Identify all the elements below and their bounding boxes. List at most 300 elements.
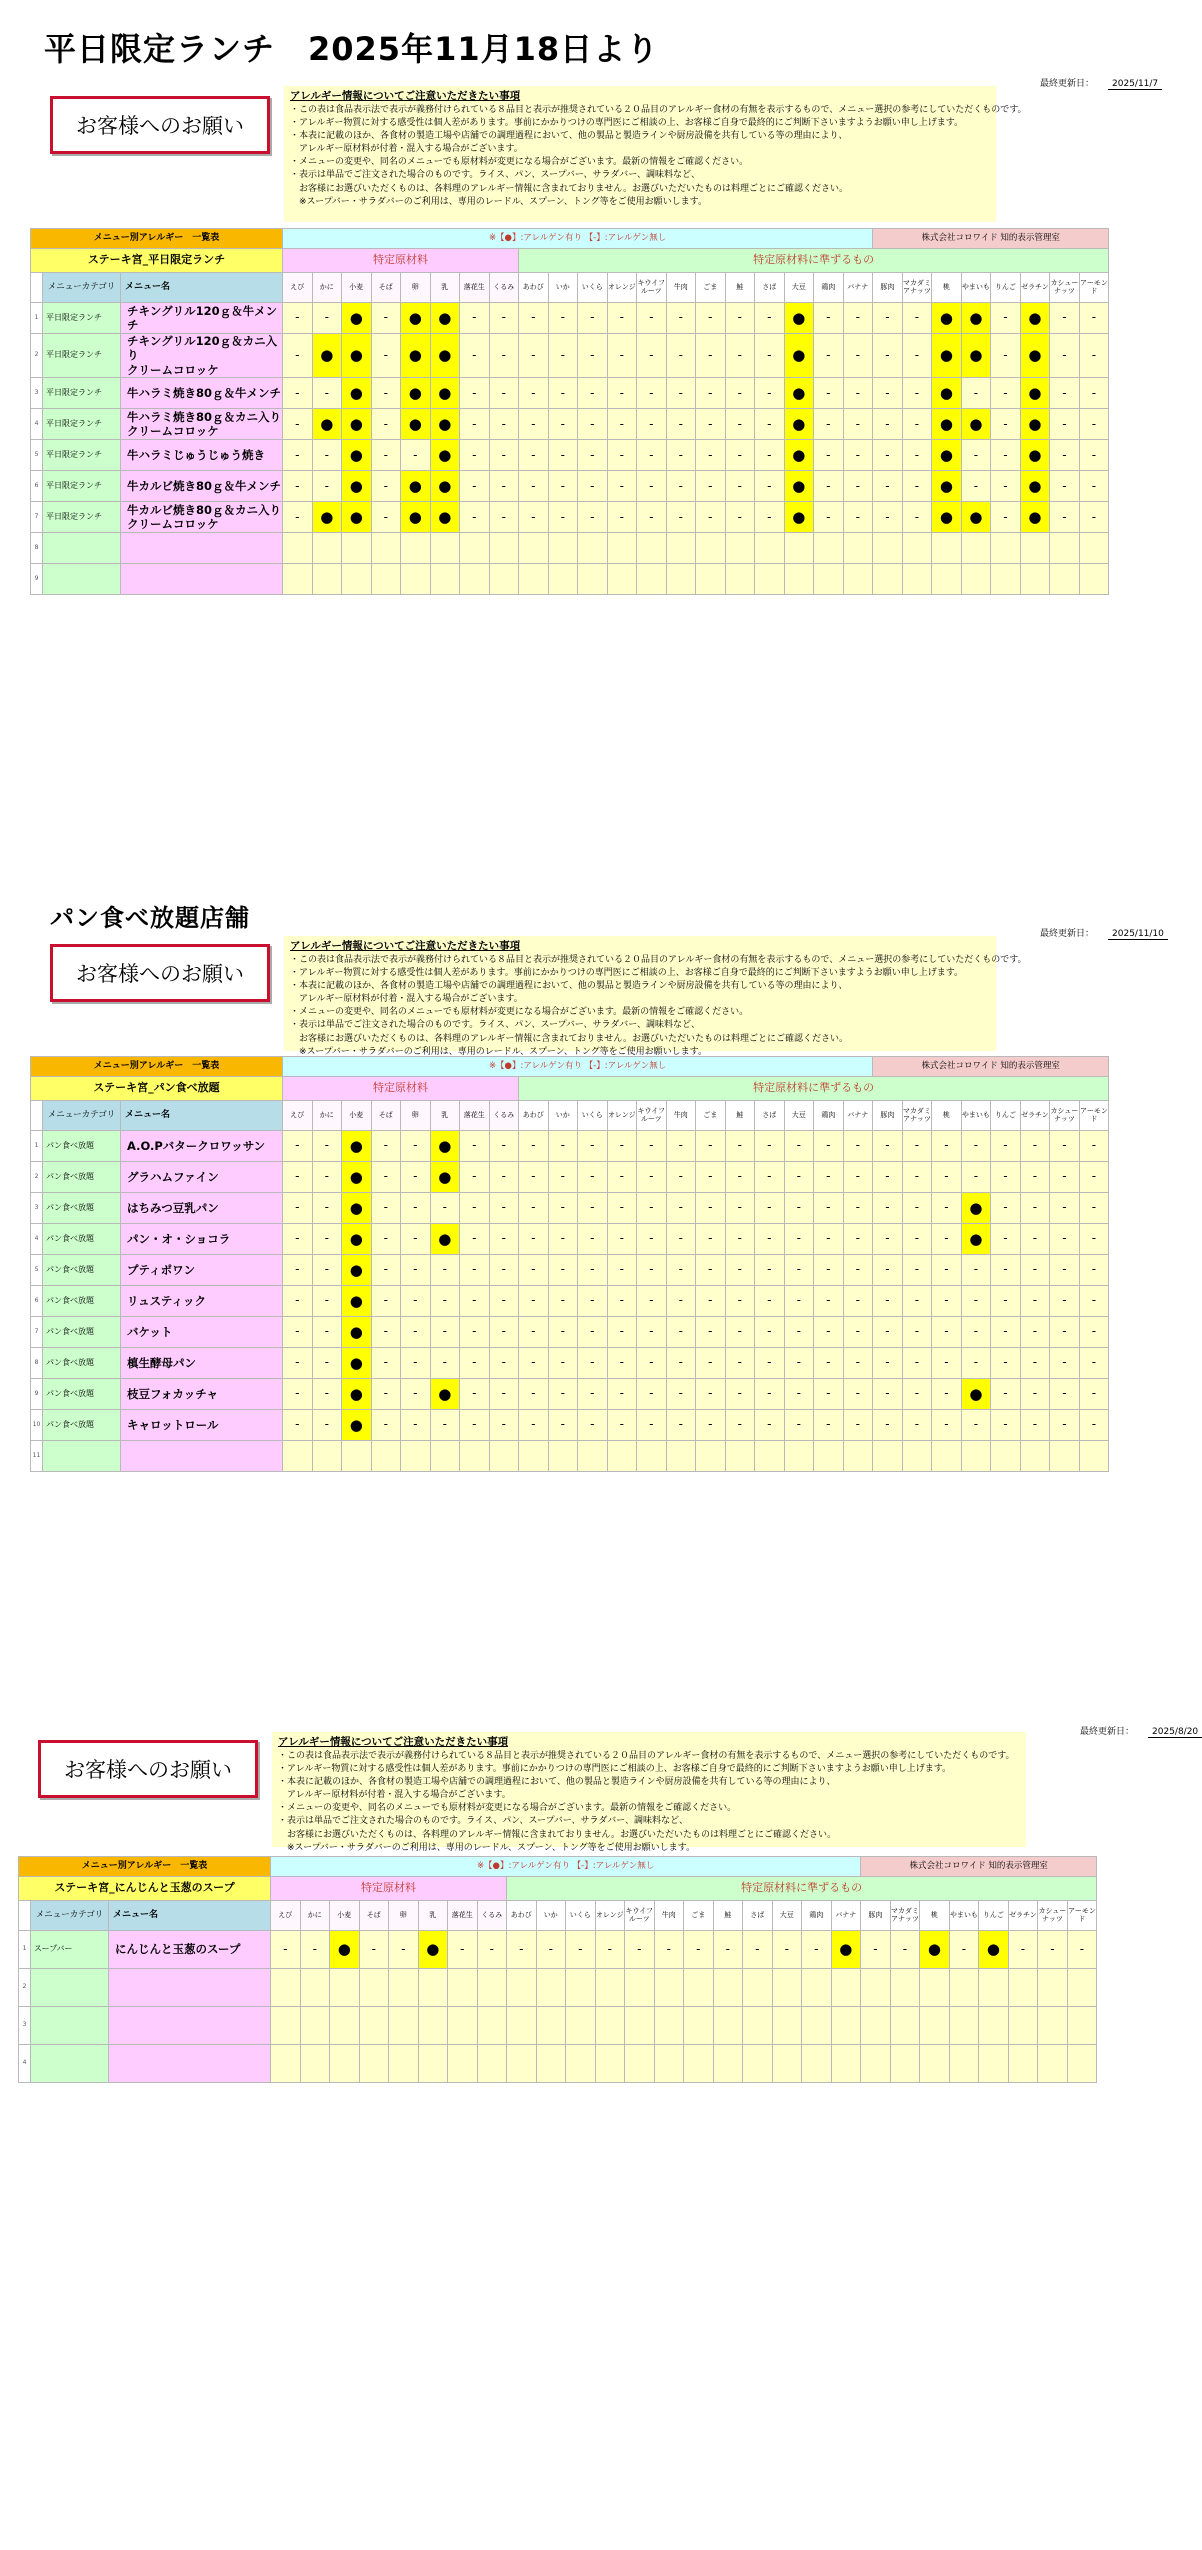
allergen-cell: -: [283, 1410, 313, 1441]
company-name: 株式会社コロワイド 知的表示管理室: [861, 1857, 1097, 1877]
allergen-cell: -: [814, 1193, 844, 1224]
allergen-cell: [637, 533, 667, 564]
allergen-cell: -: [902, 1317, 932, 1348]
allergen-cell: [342, 1441, 372, 1472]
allergen-cell: -: [607, 1379, 637, 1410]
allergen-cell: -: [843, 1162, 873, 1193]
allergen-cell: [772, 2007, 802, 2045]
row-number: 3: [31, 378, 43, 409]
allergen-cell: -: [873, 303, 903, 334]
menu-name: チキングリル120ｇ＆牛メンチ: [121, 303, 283, 334]
allergen-cell: [713, 2007, 743, 2045]
allergen-cell: -: [814, 409, 844, 440]
notice-line: お客様にお選びいただくものは、各料理のアレルギー情報に含まれておりません。お選びいただいたものは料理ごとにご確認ください。: [290, 183, 848, 194]
allergen-cell: -: [312, 1348, 342, 1379]
allergen-cell: -: [401, 1317, 431, 1348]
allergen-cell: -: [548, 1224, 578, 1255]
menu-group: ステーキ宮_にんじんと玉葱のスープ: [19, 1877, 271, 1901]
allergen-cell: -: [814, 303, 844, 334]
allergen-cell: -: [814, 1410, 844, 1441]
allergen-cell: [625, 2045, 655, 2083]
allergen-cell: -: [430, 1410, 460, 1441]
allergen-cell: -: [932, 1348, 962, 1379]
allergen-header: ゼラチン: [1008, 1901, 1038, 1931]
row-number-header: [19, 1901, 31, 1931]
allergen-cell: -: [460, 471, 490, 502]
allergen-cell: -: [548, 440, 578, 471]
allergen-cell: -: [784, 1131, 814, 1162]
allergen-cell: -: [814, 334, 844, 378]
allergen-cell: -: [843, 1379, 873, 1410]
allergen-cell: -: [283, 1255, 313, 1286]
allergen-cell: -: [932, 1255, 962, 1286]
allergy-notice: [272, 1732, 1026, 1853]
allergen-cell: [784, 564, 814, 595]
row-number: 4: [31, 1224, 43, 1255]
notice-line: ※スープバー・サラダバーのご利用は、専用のレードル、スプーン、トング等をご使用お願いします。: [278, 1842, 695, 1853]
allergen-cell: -: [1079, 303, 1109, 334]
allergen-cell: -: [814, 1317, 844, 1348]
allergen-cell: -: [932, 1317, 962, 1348]
allergen-cell: ●: [932, 502, 962, 533]
allergen-header: やまいも: [949, 1901, 979, 1931]
allergen-cell: -: [961, 378, 991, 409]
row-number-header: [31, 1101, 43, 1131]
allergen-cell: -: [489, 1410, 519, 1441]
allergen-cell: [666, 1441, 696, 1472]
allergen-cell: -: [1020, 1255, 1050, 1286]
allergen-cell: -: [401, 1224, 431, 1255]
allergen-cell: ●: [401, 334, 431, 378]
allergen-cell: -: [607, 334, 637, 378]
allergen-header: 大豆: [784, 273, 814, 303]
allergen-cell: -: [1079, 1193, 1109, 1224]
allergen-cell: -: [1079, 1131, 1109, 1162]
allergen-cell: -: [1050, 1317, 1080, 1348]
table-row: [31, 409, 1109, 440]
allergen-cell: -: [843, 1286, 873, 1317]
allergen-cell: -: [519, 1286, 549, 1317]
allergen-header: さば: [755, 273, 785, 303]
allergen-cell: -: [430, 1317, 460, 1348]
notice-line: ・表示は単品でご注文された場合のものです。ライス、パン、スープバー、サラダバー、調味料など、: [290, 1020, 700, 1031]
allergen-cell: -: [814, 440, 844, 471]
row-number: 9: [31, 1379, 43, 1410]
allergen-cell: -: [1050, 471, 1080, 502]
table-row: [19, 2007, 1097, 2045]
row-number: 9: [31, 564, 43, 595]
allergen-cell: -: [460, 1410, 490, 1441]
allergen-cell: -: [1050, 334, 1080, 378]
allergen-cell: -: [548, 471, 578, 502]
allergen-cell: [743, 1969, 773, 2007]
allergen-cell: -: [312, 303, 342, 334]
allergen-cell: -: [430, 1286, 460, 1317]
allergen-cell: ●: [418, 1931, 448, 1969]
menu-category: 平日限定ランチ: [43, 471, 121, 502]
row-number: 3: [31, 1193, 43, 1224]
menu-name: 牛カルビ焼き80ｇ＆牛メンチ: [121, 471, 283, 502]
allergen-cell: ●: [342, 440, 372, 471]
allergen-cell: -: [755, 409, 785, 440]
allergen-cell: [607, 533, 637, 564]
allergen-cell: [902, 533, 932, 564]
allergen-cell: -: [401, 1286, 431, 1317]
allergen-cell: -: [696, 502, 726, 533]
allergen-header: 卵: [389, 1901, 419, 1931]
allergen-cell: -: [949, 1931, 979, 1969]
allergen-cell: -: [991, 1286, 1021, 1317]
allergen-cell: -: [637, 1317, 667, 1348]
allergen-cell: -: [843, 1317, 873, 1348]
allergen-cell: -: [548, 303, 578, 334]
allergen-cell: ●: [784, 409, 814, 440]
allergen-cell: [696, 1441, 726, 1472]
allergen-header: いくら: [578, 1101, 608, 1131]
allergen-cell: [312, 564, 342, 595]
allergen-header: くるみ: [489, 273, 519, 303]
allergen-cell: -: [578, 1317, 608, 1348]
allergen-cell: [932, 564, 962, 595]
legend: ※【●】:アレルゲン有り 【-】:アレルゲン無し: [283, 229, 873, 249]
menu-category: 平日限定ランチ: [43, 409, 121, 440]
notice-heading: アレルギー情報についてご注意いただきたい事項: [290, 940, 521, 952]
allergen-cell: -: [578, 471, 608, 502]
allergen-cell: -: [902, 1410, 932, 1441]
allergen-cell: -: [371, 471, 401, 502]
col-menu-header: メニュー名: [109, 1901, 271, 1931]
allergen-header: やまいも: [961, 1101, 991, 1131]
allergen-cell: -: [861, 1931, 891, 1969]
allergen-cell: -: [519, 1410, 549, 1441]
allergen-header: 落花生: [460, 1101, 490, 1131]
allergen-cell: -: [489, 471, 519, 502]
allergen-cell: -: [519, 409, 549, 440]
row-number: 7: [31, 1317, 43, 1348]
allergen-header: マカダミアナッツ: [902, 273, 932, 303]
allergen-cell: -: [755, 1162, 785, 1193]
allergen-cell: -: [991, 409, 1021, 440]
allergen-header: ゼラチン: [1020, 273, 1050, 303]
allergen-cell: -: [961, 1348, 991, 1379]
allergen-cell: -: [902, 1348, 932, 1379]
allergen-section: [0, 0, 1200, 860]
table-row: [31, 1441, 1109, 1472]
allergen-header: えび: [283, 1101, 313, 1131]
allergen-cell: -: [843, 1224, 873, 1255]
allergy-notice: [284, 86, 1027, 222]
allergen-cell: ●: [342, 502, 372, 533]
allergen-cell: -: [873, 440, 903, 471]
allergen-cell: [536, 2007, 566, 2045]
table-row: [31, 1255, 1109, 1286]
allergen-cell: -: [755, 1131, 785, 1162]
allergen-cell: -: [1020, 1348, 1050, 1379]
allergen-cell: [507, 2007, 537, 2045]
notice-line: ・表示は単品でご注文された場合のものです。ライス、パン、スープバー、サラダバー、調味料など、: [290, 170, 700, 181]
allergen-cell: -: [814, 1162, 844, 1193]
allergen-cell: -: [578, 1224, 608, 1255]
menu-category: パン食べ放題: [43, 1317, 121, 1348]
table-row: [31, 1410, 1109, 1441]
allergen-cell: ●: [342, 1348, 372, 1379]
allergen-header: 卵: [401, 273, 431, 303]
allergen-header: 牛肉: [654, 1901, 684, 1931]
allergen-cell: -: [519, 471, 549, 502]
allergen-cell: [401, 1441, 431, 1472]
notice-line: ・本表に記載のほか、各食材の製造工場や店舗での調理過程において、他の製品と製造ラインや厨房設備を共有している等の理由により、: [290, 981, 848, 992]
allergen-cell: -: [1079, 409, 1109, 440]
allergen-cell: [460, 1441, 490, 1472]
allergen-header: バナナ: [831, 1901, 861, 1931]
allergen-cell: -: [725, 1162, 755, 1193]
allergen-cell: ●: [979, 1931, 1009, 1969]
allergen-cell: -: [666, 502, 696, 533]
allergen-cell: [814, 1441, 844, 1472]
menu-category: スープバー: [31, 1931, 109, 1969]
allergen-cell: [873, 533, 903, 564]
allergen-cell: -: [312, 471, 342, 502]
row-number: 8: [31, 533, 43, 564]
allergen-cell: -: [578, 334, 608, 378]
allergen-cell: -: [1050, 1224, 1080, 1255]
allergen-header: やまいも: [961, 273, 991, 303]
allergen-header: りんご: [991, 1101, 1021, 1131]
allergen-cell: -: [991, 334, 1021, 378]
allergen-cell: [920, 2045, 950, 2083]
allergen-cell: [595, 2007, 625, 2045]
allergen-header: キウイフルーツ: [637, 1101, 667, 1131]
allergen-cell: -: [991, 440, 1021, 471]
allergen-header: オレンジ: [607, 1101, 637, 1131]
allergen-cell: -: [784, 1410, 814, 1441]
allergen-cell: -: [873, 502, 903, 533]
menu-category: [31, 1969, 109, 2007]
allergen-cell: -: [519, 1224, 549, 1255]
allergen-cell: -: [666, 1193, 696, 1224]
group-recommended: 特定原材料に準ずるもの: [507, 1877, 1097, 1901]
customer-request-box: お客様へのお願い: [50, 96, 270, 154]
allergen-cell: -: [548, 1193, 578, 1224]
allergen-cell: -: [991, 471, 1021, 502]
allergen-header: えび: [283, 273, 313, 303]
allergen-cell: -: [991, 1379, 1021, 1410]
allergen-cell: -: [784, 1379, 814, 1410]
allergen-cell: [831, 2007, 861, 2045]
allergen-cell: [1008, 2045, 1038, 2083]
allergen-header: 桃: [920, 1901, 950, 1931]
legend: ※【●】:アレルゲン有り 【-】:アレルゲン無し: [271, 1857, 861, 1877]
allergen-cell: -: [637, 502, 667, 533]
allergen-cell: -: [1050, 378, 1080, 409]
allergen-cell: [1067, 2007, 1097, 2045]
allergen-cell: -: [725, 409, 755, 440]
allergen-cell: ●: [342, 1162, 372, 1193]
allergen-header: 鶏肉: [802, 1901, 832, 1931]
allergen-cell: [920, 2007, 950, 2045]
allergen-cell: -: [489, 1224, 519, 1255]
allergen-header: 落花生: [448, 1901, 478, 1931]
allergen-cell: -: [843, 1348, 873, 1379]
menu-name: 枝豆フォカッチャ: [121, 1379, 283, 1410]
table-row: [31, 1224, 1109, 1255]
allergen-cell: -: [666, 1348, 696, 1379]
allergen-cell: -: [312, 1224, 342, 1255]
allergen-cell: -: [843, 378, 873, 409]
allergen-header: 鶏肉: [814, 1101, 844, 1131]
table-row: [31, 1379, 1109, 1410]
allergen-cell: -: [725, 1379, 755, 1410]
allergen-cell: -: [666, 1224, 696, 1255]
allergen-cell: [418, 2007, 448, 2045]
table-row: [31, 1193, 1109, 1224]
allergen-cell: -: [725, 1286, 755, 1317]
allergen-cell: -: [637, 378, 667, 409]
allergen-cell: [330, 2045, 360, 2083]
allergen-cell: [359, 2045, 389, 2083]
allergen-header: そば: [371, 1101, 401, 1131]
allergen-cell: [772, 1969, 802, 2007]
notice-line: ・本表に記載のほか、各食材の製造工場や店舗での調理過程において、他の製品と製造ラインや厨房設備を共有している等の理由により、: [290, 131, 848, 142]
table-row: [31, 1131, 1109, 1162]
allergen-cell: [519, 564, 549, 595]
allergen-cell: -: [696, 440, 726, 471]
allergen-cell: ●: [342, 1286, 372, 1317]
allergen-cell: -: [371, 1224, 401, 1255]
allergen-cell: -: [1079, 1224, 1109, 1255]
allergen-cell: -: [725, 502, 755, 533]
allergen-cell: -: [1050, 440, 1080, 471]
allergen-cell: [389, 1969, 419, 2007]
allergen-cell: -: [784, 1348, 814, 1379]
allergen-cell: -: [371, 1410, 401, 1441]
allergen-cell: -: [489, 334, 519, 378]
menu-category: パン食べ放題: [43, 1162, 121, 1193]
menu-category: パン食べ放題: [43, 1286, 121, 1317]
allergen-cell: -: [401, 1193, 431, 1224]
allergen-cell: -: [460, 1348, 490, 1379]
allergen-cell: -: [932, 1379, 962, 1410]
menu-category: [43, 1441, 121, 1472]
allergen-cell: -: [460, 440, 490, 471]
allergen-header: 牛肉: [666, 1101, 696, 1131]
allergen-header: りんご: [991, 273, 1021, 303]
allergen-cell: -: [991, 1317, 1021, 1348]
allergen-cell: ●: [401, 502, 431, 533]
notice-heading: アレルギー情報についてご注意いただきたい事項: [278, 1736, 509, 1748]
allergen-cell: -: [991, 1410, 1021, 1441]
allergen-cell: -: [371, 440, 401, 471]
allergen-cell: -: [873, 1317, 903, 1348]
allergen-cell: -: [755, 378, 785, 409]
allergen-cell: -: [637, 1286, 667, 1317]
allergen-cell: -: [1038, 1931, 1068, 1969]
allergen-cell: [401, 564, 431, 595]
last-updated-label: 最終更新日：: [1040, 929, 1095, 939]
allergen-cell: -: [389, 1931, 419, 1969]
allergen-header: 鮭: [713, 1901, 743, 1931]
allergen-cell: -: [312, 1286, 342, 1317]
allergen-cell: -: [283, 1317, 313, 1348]
allergen-cell: -: [843, 502, 873, 533]
allergen-cell: -: [696, 409, 726, 440]
allergen-cell: [961, 564, 991, 595]
allergen-header: 豚肉: [861, 1901, 891, 1931]
allergen-cell: [371, 533, 401, 564]
notice-line: アレルギー原材料が付着・混入する場合がございます。: [290, 144, 523, 155]
allergen-cell: -: [814, 1255, 844, 1286]
allergen-cell: ●: [430, 303, 460, 334]
allergen-cell: [949, 1969, 979, 2007]
allergen-cell: -: [578, 303, 608, 334]
allergen-cell: ●: [342, 1379, 372, 1410]
allergen-cell: [1050, 1441, 1080, 1472]
allergen-cell: -: [283, 1224, 313, 1255]
allergen-cell: ●: [401, 378, 431, 409]
last-updated-date: 2025/8/20: [1148, 1727, 1202, 1738]
allergen-header: さば: [743, 1901, 773, 1931]
menu-category: 平日限定ランチ: [43, 502, 121, 533]
allergen-cell: [312, 1441, 342, 1472]
allergen-cell: [1067, 2045, 1097, 2083]
allergen-cell: -: [991, 1255, 1021, 1286]
allergen-cell: [477, 2045, 507, 2083]
allergen-cell: -: [873, 378, 903, 409]
allergen-cell: ●: [430, 471, 460, 502]
allergen-cell: [814, 533, 844, 564]
allergen-cell: ●: [430, 1131, 460, 1162]
allergen-cell: -: [725, 1348, 755, 1379]
allergen-header: 桃: [932, 1101, 962, 1131]
allergen-cell: -: [283, 502, 313, 533]
allergen-cell: -: [961, 440, 991, 471]
table-row: [19, 1931, 1097, 1969]
allergen-cell: -: [991, 303, 1021, 334]
allergen-cell: [725, 1441, 755, 1472]
col-menu-header: メニュー名: [121, 1101, 283, 1131]
allergen-cell: -: [1079, 378, 1109, 409]
allergen-cell: ●: [784, 378, 814, 409]
menu-name: [109, 2045, 271, 2083]
allergen-cell: -: [312, 1162, 342, 1193]
allergen-cell: -: [578, 378, 608, 409]
allergen-cell: -: [725, 1255, 755, 1286]
allergen-cell: -: [637, 1224, 667, 1255]
allergen-cell: [607, 1441, 637, 1472]
allergen-cell: -: [371, 334, 401, 378]
allergen-cell: -: [548, 1410, 578, 1441]
allergen-cell: [932, 1441, 962, 1472]
menu-category: [43, 564, 121, 595]
allergen-cell: -: [902, 471, 932, 502]
allergen-cell: ●: [1020, 303, 1050, 334]
allergen-cell: -: [637, 1348, 667, 1379]
allergen-cell: -: [607, 1162, 637, 1193]
allergen-cell: ●: [961, 334, 991, 378]
allergen-cell: ●: [401, 409, 431, 440]
allergen-cell: -: [359, 1931, 389, 1969]
allergen-cell: ●: [932, 440, 962, 471]
menu-name: 牛カルビ焼き80ｇ＆カニ入り クリームコロッケ: [121, 502, 283, 533]
allergen-cell: ●: [430, 440, 460, 471]
menu-name: 牛ハラミ焼き80ｇ＆牛メンチ: [121, 378, 283, 409]
allergen-cell: -: [637, 1255, 667, 1286]
allergen-cell: -: [519, 1379, 549, 1410]
allergen-cell: -: [725, 303, 755, 334]
allergen-cell: -: [460, 1286, 490, 1317]
menu-category: パン食べ放題: [43, 1193, 121, 1224]
allergen-cell: [979, 2007, 1009, 2045]
